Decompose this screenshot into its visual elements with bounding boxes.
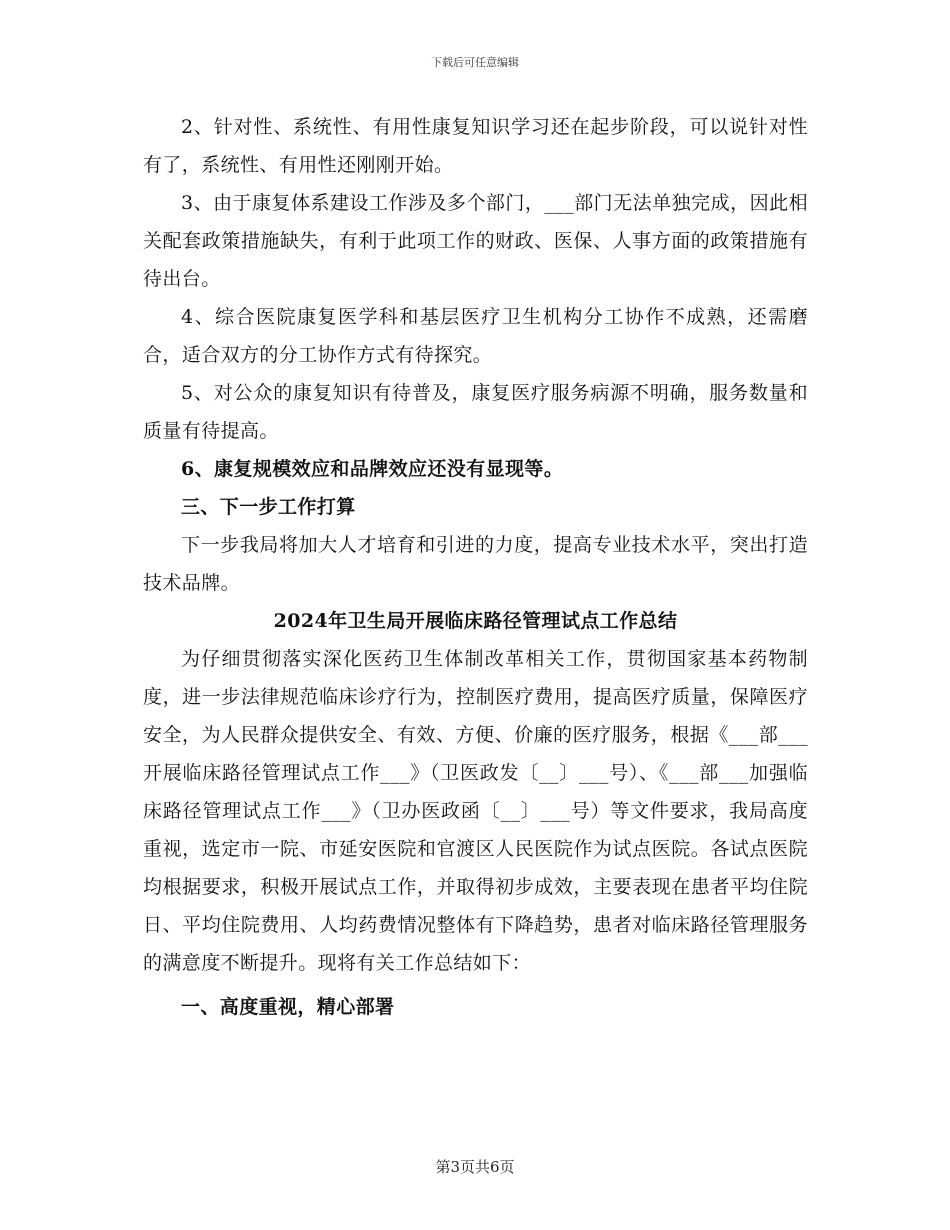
paragraph-item-4: 4、综合医院康复医学科和基层医疗卫生机构分工协作不成熟，还需磨合，适合双方的分工协作方式有待探究。: [143, 306, 808, 366]
paragraph-item-2: 2、针对性、系统性、有用性康复知识学习还在起步阶段，可以说针对性有了，系统性、有用性还刚刚开始。: [143, 116, 808, 176]
section-3-body: 下一步我局将加大人才培育和引进的力度，提高专业技术水平，突出打造技术品牌。: [143, 534, 808, 594]
section-heading-1: 一、高度重视，精心部署: [181, 996, 395, 1018]
paragraph-item-5: 5、对公众的康复知识有待普及，康复医疗服务病源不明确，服务数量和质量有待提高。: [143, 382, 808, 442]
page-header: 下载后可任意编辑: [431, 56, 519, 69]
page-footer: 第3页共6页: [435, 1158, 515, 1176]
document-body: [143, 108, 808, 1026]
paragraph-item-6: 6、康复规模效应和品牌效应还没有显现等。: [181, 458, 564, 480]
section-heading-3: 三、下一步工作打算: [181, 496, 356, 518]
document-title: 2024年卫生局开展临床路径管理试点工作总结: [273, 610, 678, 632]
paragraph-item-3: 3、由于康复体系建设工作涉及多个部门，___部门无法单独完成，因此相关配套政策措施缺失，有利于此项工作的财政、医保、人事方面的政策措施有待出台。: [143, 192, 808, 290]
intro-paragraph: 为仔细贯彻落实深化医药卫生体制改革相关工作，贯彻国家基本药物制度，进一步法律规范临床诊疗行为，控制医疗费用，提高医疗质量，保障医疗安全，为人民群众提供安全、有效、方便、价廉的医疗服务，根据《___部___开展临床路径管理试点工作___》（卫医政发〔__〕___号）、《___部___加强临床路径管理试点工作___》（卫办医政函〔__〕___号）等文件要求，我局高度重视，选定市一院、市延安医院和官渡区人民医院作为试点医院。各试点医院均根据要求，积极开展试点工作，并取得初步成效，主要表现在患者平均住院日、平均住院费用、人均药费情况整体有下降趋势，患者对临床路径管理服务的满意度不断提升。现将有关工作总结如下：: [143, 648, 808, 974]
